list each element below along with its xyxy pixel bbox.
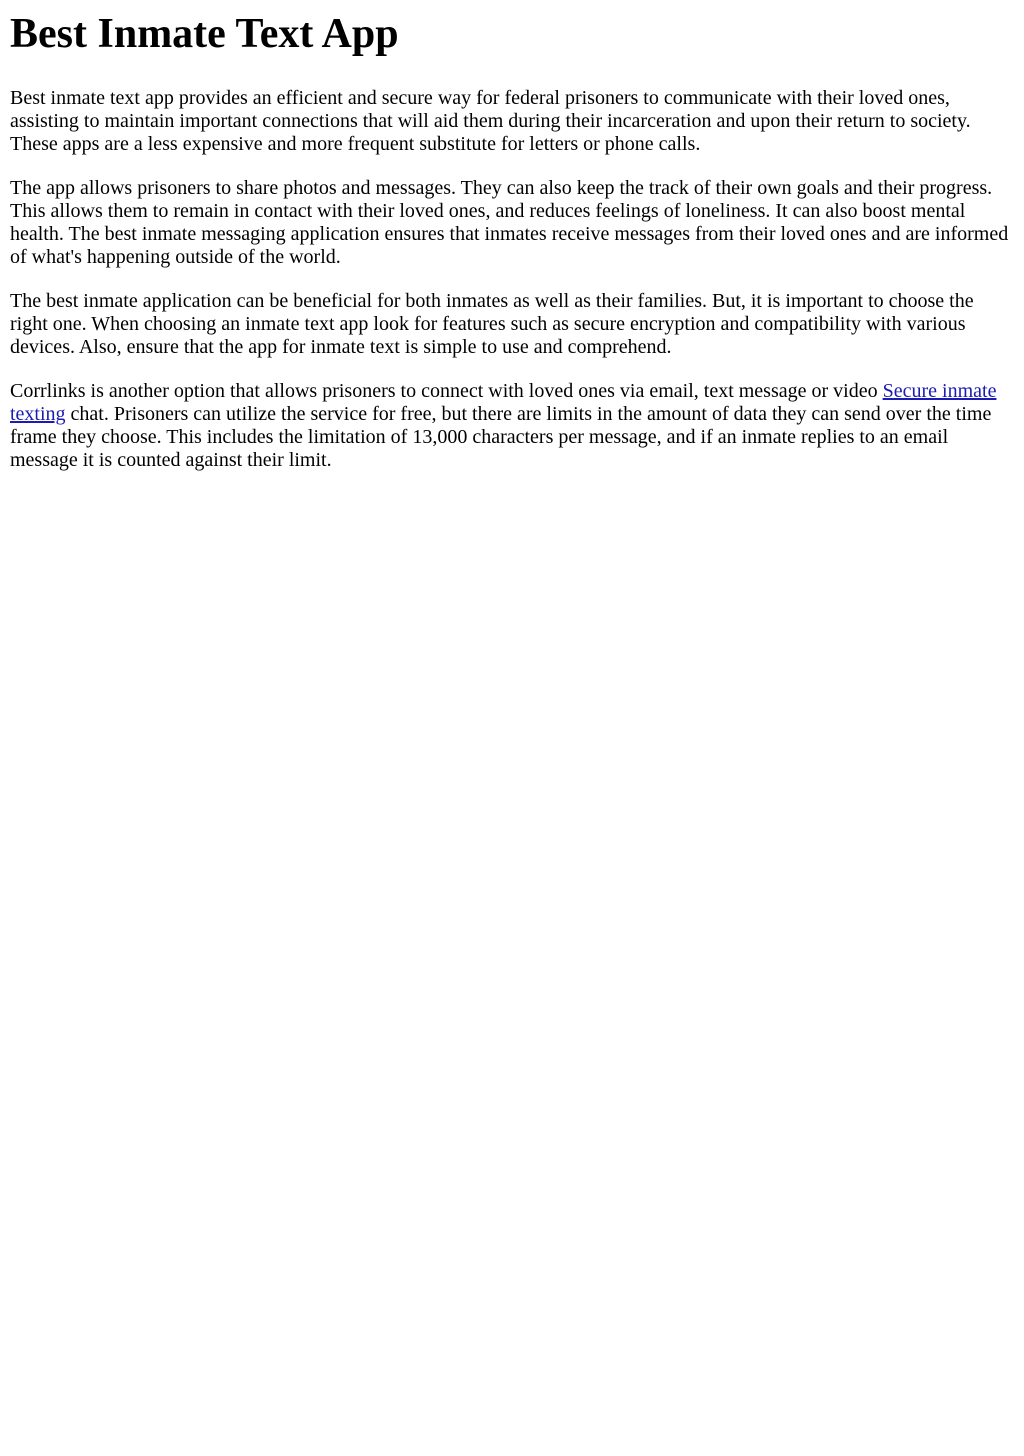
paragraph-choosing: The best inmate application can be beneficial for both inmates as well as their families. But, it is important to choose the right one. When choosing an inmate text app look for features such as secure encryption and compatibility with various devices. Also, ensure that the app for inmate text is simple to use and comprehend. bbox=[10, 290, 974, 358]
paragraph-intro: Best inmate text app provides an efficient and secure way for federal prisoners to communicate with their loved ones, assisting to maintain important connections that will aid them during their incarceration and upon their return to society. These apps are a less expensive and more frequent substitute for letters or phone calls. bbox=[10, 87, 971, 155]
paragraph-text-before-link: Corrlinks is another option that allows prisoners to connect with loved ones via email, text message or video bbox=[10, 380, 883, 402]
secure-inmate-texting-link[interactable]: Secure inmate texting bbox=[10, 380, 997, 425]
page-title: Best Inmate Text App bbox=[10, 11, 399, 57]
paragraph-corrlinks bbox=[10, 380, 1014, 472]
article bbox=[0, 10, 1024, 472]
paragraph-text-after-link: chat. Prisoners can utilize the service for free, but there are limits in the amount of data they can send over the time frame they choose. This includes the limitation of 13,000 characters per message, and if an inmate replies to an email message it is counted against their limit. bbox=[10, 403, 992, 471]
paragraph-features: The app allows prisoners to share photos and messages. They can also keep the track of their own goals and their progress. This allows them to remain in contact with their loved ones, and reduces feelings of loneliness. It can also boost mental health. The best inmate messaging application ensures that inmates receive messages from their loved ones and are informed of what's happening outside of the world. bbox=[10, 177, 1009, 268]
